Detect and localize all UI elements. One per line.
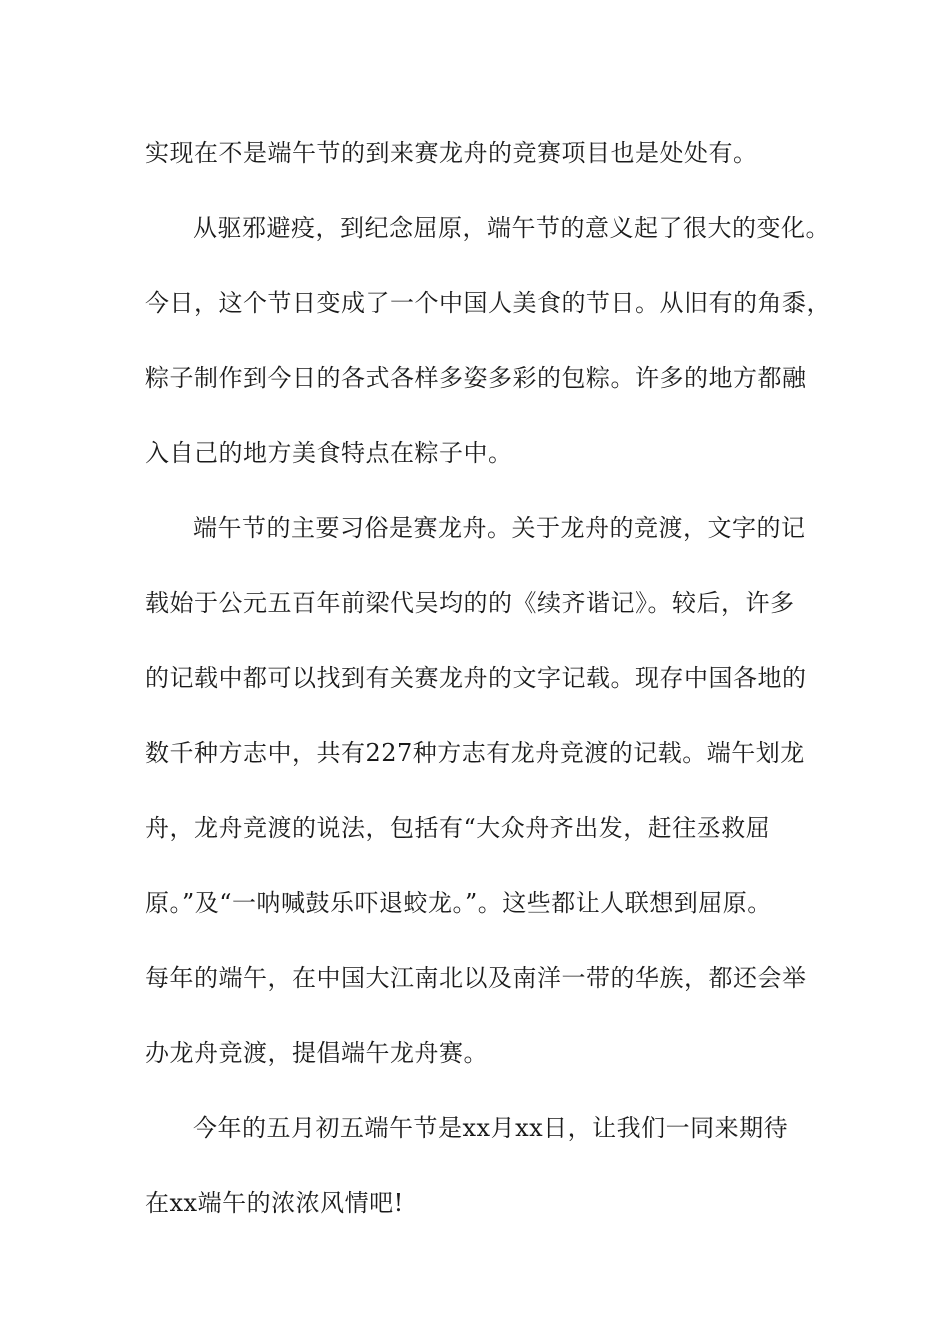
text-line: 每年的端午，在中国大江南北以及南洋一带的华族，都还会举 [145,964,807,992]
text-line: 舟，龙舟竞渡的说法，包括有“大众舟齐出发，赶往丞救屈 [145,814,771,842]
text-line: 原。”及“一呐喊鼓乐吓退蛟龙。”。这些都让人联想到屈原。 [145,889,772,917]
text-line: 实现在不是端午节的到来赛龙舟的竞赛项目也是处处有。 [145,139,758,167]
text-line: 办龙舟竞渡，提倡端午龙舟赛。 [145,1039,488,1067]
text-line: 在xx端午的浓浓风情吧! [145,1189,404,1217]
text-line: 粽子制作到今日的各式各样多姿多彩的包粽。许多的地方都融 [145,364,807,392]
paragraph-start-line: 从驱邪避疫，到纪念屈原，端午节的意义起了很大的变化。 [193,214,830,242]
paragraph-start-line: 端午节的主要习俗是赛龙舟。关于龙舟的竞渡，文字的记 [193,514,806,542]
text-line: 载始于公元五百年前梁代吴均的的《续齐谐记》。较后，许多 [145,589,795,617]
paragraph-start-line: 今年的五月初五端午节是xx月xx日，让我们一同来期待 [193,1114,789,1142]
text-line: 的记载中都可以找到有关赛龙舟的文字记载。现存中国各地的 [145,664,807,692]
text-line: 入自己的地方美食特点在粽子中。 [145,439,513,467]
text-line: 今日，这个节日变成了一个中国人美食的节日。从旧有的角黍， [145,289,831,317]
text-line: 数千种方志中，共有227种方志有龙舟竞渡的记载。端午划龙 [145,739,805,767]
